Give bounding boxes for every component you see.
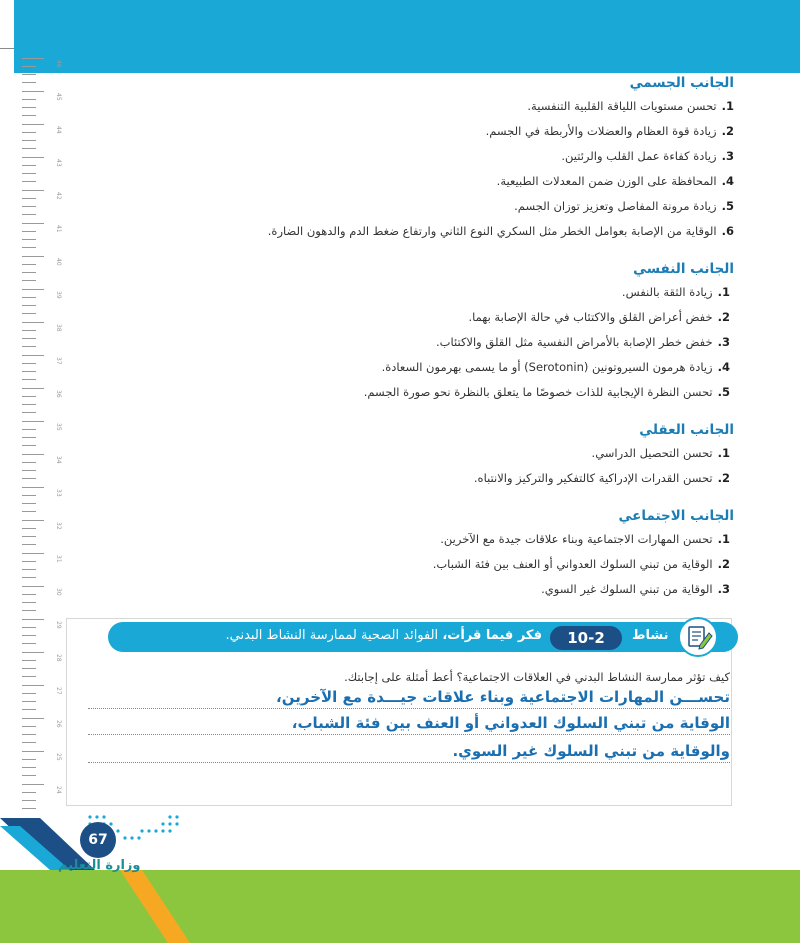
ruler-tick <box>22 619 44 620</box>
ruler-number: 40 <box>55 258 62 266</box>
main-content <box>74 72 734 616</box>
ruler-tick <box>22 181 36 182</box>
ruler-tick <box>22 66 36 67</box>
ruler-tick <box>22 709 36 710</box>
ruler-tick <box>22 751 44 752</box>
ruler-tick <box>22 693 36 694</box>
list-item: 2.خفض أعراض القلق والاكتئاب في حالة الإصابة بهما. <box>468 310 730 324</box>
ruler-tick <box>22 495 36 496</box>
ruler-tick <box>22 91 44 92</box>
ruler-tick <box>22 627 36 628</box>
ruler-tick <box>22 124 44 125</box>
ruler-tick <box>22 742 36 743</box>
ruler-tick <box>22 800 36 801</box>
section-mental <box>74 419 734 491</box>
ruler-tick <box>22 445 36 446</box>
ruler-tick <box>22 396 36 397</box>
ruler-tick <box>22 247 36 248</box>
ruler-tick <box>22 239 36 240</box>
list-item: 3.خفض خطر الإصابة بالأمراض النفسية مثل القلق والاكتئاب. <box>436 335 730 349</box>
ruler-tick <box>22 297 36 298</box>
ruler-tick <box>22 107 36 108</box>
ruler-number: 33 <box>55 489 62 497</box>
section-social <box>74 505 734 602</box>
crop-mark <box>0 48 14 49</box>
ruler-number: 38 <box>55 324 62 332</box>
answer-line-3: والوقاية من تبني السلوك غير السوي. <box>452 742 730 760</box>
ruler-tick <box>22 808 36 809</box>
ruler-tick <box>22 388 44 389</box>
ruler-tick <box>22 775 36 776</box>
ruler-tick <box>22 346 36 347</box>
ruler-tick <box>22 115 36 116</box>
ruler-tick <box>22 256 44 257</box>
section-title: الجانب الجسمي <box>629 75 734 91</box>
ruler-tick <box>22 594 36 595</box>
ruler-tick <box>22 165 36 166</box>
ruler-tick <box>22 718 44 719</box>
activity-question: كيف تؤثر ممارسة النشاط البدني في العلاقات الاجتماعية؟ أعط أمثلة على إجابتك. <box>344 670 730 684</box>
pencil-note-icon <box>678 617 718 657</box>
ruler-tick <box>22 363 36 364</box>
ruler-tick <box>22 190 44 191</box>
ruler-tick <box>22 421 44 422</box>
list-item: 2.زيادة قوة العظام والعضلات والأربطة في الجسم. <box>485 124 734 138</box>
list-item: 5.تحسن النظرة الإيجابية للذات خصوصًا ما يتعلق بالنظرة نحو صورة الجسم. <box>363 385 730 399</box>
ruler-tick <box>22 338 36 339</box>
activity-label: نشاط <box>632 628 669 643</box>
ruler-tick <box>22 313 36 314</box>
ruler-tick <box>22 536 36 537</box>
ruler-number: 31 <box>55 555 62 563</box>
ruler-tick <box>22 223 44 224</box>
ruler-tick <box>22 264 36 265</box>
ruler-number: 45 <box>55 93 62 101</box>
list-item: 1.تحسن المهارات الاجتماعية وبناء علاقات جيدة مع الآخرين. <box>440 532 730 546</box>
ruler-tick <box>22 553 44 554</box>
ruler-tick <box>22 487 44 488</box>
ruler-tick <box>22 289 44 290</box>
ruler-tick <box>22 643 36 644</box>
activity-number-badge: 10-2 <box>550 626 622 650</box>
section-physical <box>74 72 734 244</box>
ruler-tick <box>22 74 36 75</box>
answer-line-1: تحســـن المهارات الاجتماعية وبناء علاقات جيـــدة مع الآخرين، <box>276 688 730 706</box>
page-ruler <box>22 58 62 818</box>
ruler-number: 36 <box>55 390 62 398</box>
ruler-tick <box>22 478 36 479</box>
ruler-tick <box>22 520 44 521</box>
ruler-tick <box>22 454 44 455</box>
section-psych <box>74 258 734 405</box>
ruler-number: 37 <box>55 357 62 365</box>
list-item: 3.الوقاية من تبني السلوك غير السوي. <box>541 582 730 596</box>
ruler-tick <box>22 355 44 356</box>
answer-rule <box>88 762 730 763</box>
ruler-tick <box>22 586 44 587</box>
ruler-tick <box>22 429 36 430</box>
ruler-tick <box>22 330 36 331</box>
ruler-tick <box>22 577 36 578</box>
ruler-tick <box>22 280 36 281</box>
list-item: 1.تحسن التحصيل الدراسي. <box>591 446 730 460</box>
ruler-tick <box>22 272 36 273</box>
ruler-tick <box>22 685 44 686</box>
ruler-tick <box>22 148 36 149</box>
ruler-number: 44 <box>55 126 62 134</box>
ruler-tick <box>22 676 36 677</box>
ruler-tick <box>22 305 36 306</box>
ruler-tick <box>22 157 44 158</box>
ruler-tick <box>22 610 36 611</box>
list-item: 5.زيادة مرونة المفاصل وتعزيز توزان الجسم. <box>514 199 734 213</box>
ruler-tick <box>22 792 36 793</box>
ruler-tick <box>22 173 36 174</box>
answer-rule <box>88 734 730 735</box>
ruler-number: 24 <box>55 786 62 794</box>
ruler-tick <box>22 759 36 760</box>
ruler-tick <box>22 544 36 545</box>
page-number: 67 <box>80 822 116 858</box>
ruler-number: 29 <box>55 621 62 629</box>
ruler-tick <box>22 371 36 372</box>
ruler-tick <box>22 511 36 512</box>
ruler-number: 42 <box>55 192 62 200</box>
ruler-tick <box>22 503 36 504</box>
ruler-tick <box>22 470 36 471</box>
ruler-number: 39 <box>55 291 62 299</box>
ruler-tick <box>22 767 36 768</box>
ruler-number: 30 <box>55 588 62 596</box>
list-item: 6.الوقاية من الإصابة بعوامل الخطر مثل السكري النوع الثاني وارتفاع ضغط الدم والدهون الضارة. <box>267 224 734 238</box>
ruler-tick <box>22 561 36 562</box>
ruler-tick <box>22 569 36 570</box>
ruler-number: 41 <box>55 225 62 233</box>
ruler-tick <box>22 437 36 438</box>
list-item: 1.تحسن مستويات اللياقة القلبية التنفسية. <box>527 99 734 113</box>
list-item: 4.المحافظة على الوزن ضمن المعدلات الطبيعية. <box>496 174 734 188</box>
ruler-number: 43 <box>55 159 62 167</box>
ruler-tick <box>22 668 36 669</box>
ruler-tick <box>22 701 36 702</box>
ruler-number: 34 <box>55 456 62 464</box>
list-item: 2.تحسن القدرات الإدراكية كالتفكير والتركيز والانتباه. <box>473 471 730 485</box>
answer-rule <box>88 708 730 709</box>
answer-line-2: الوقاية من تبني السلوك العدواني أو العنف بين فئة الشباب، <box>291 714 730 732</box>
ruler-tick <box>22 58 44 59</box>
ruler-number: 26 <box>55 720 62 728</box>
list-item: 1.زيادة الثقة بالنفس. <box>621 285 730 299</box>
header-band <box>14 0 800 73</box>
ruler-tick <box>22 379 36 380</box>
ruler-tick <box>22 132 36 133</box>
ruler-tick <box>22 140 36 141</box>
ruler-number: 46 <box>55 60 62 68</box>
ruler-number: 25 <box>55 753 62 761</box>
ruler-number: 32 <box>55 522 62 530</box>
ruler-tick <box>22 652 44 653</box>
ruler-tick <box>22 231 36 232</box>
list-item: 2.الوقاية من تبني السلوك العدواني أو العنف بين فئة الشباب. <box>432 557 730 571</box>
ruler-tick <box>22 322 44 323</box>
ruler-tick <box>22 734 36 735</box>
ruler-tick <box>22 99 36 100</box>
section-title: الجانب العقلي <box>639 422 734 438</box>
ruler-number: 35 <box>55 423 62 431</box>
ruler-tick <box>22 462 36 463</box>
activity-title: فكر فيما قرأت، الفوائد الصحية لممارسة النشاط البدني. <box>225 628 542 643</box>
ruler-number: 27 <box>55 687 62 695</box>
ruler-tick <box>22 528 36 529</box>
ruler-tick <box>22 602 36 603</box>
ruler-tick <box>22 214 36 215</box>
ruler-tick <box>22 404 36 405</box>
ruler-tick <box>22 82 36 83</box>
list-item: 4.زيادة هرمون السيروتونين (Serotonin) أو ما يسمى بهرمون السعادة. <box>381 360 730 374</box>
section-title: الجانب الاجتماعي <box>618 508 734 524</box>
ruler-tick <box>22 660 36 661</box>
ruler-tick <box>22 412 36 413</box>
ruler-tick <box>22 635 36 636</box>
ruler-tick <box>22 206 36 207</box>
list-item: 3.زيادة كفاءة عمل القلب والرئتين. <box>561 149 734 163</box>
ruler-tick <box>22 198 36 199</box>
ruler-tick <box>22 784 44 785</box>
ruler-tick <box>22 726 36 727</box>
section-title: الجانب النفسي <box>633 261 734 277</box>
ministry-logo-text: وزارة التعليم <box>58 858 141 873</box>
ruler-number: 28 <box>55 654 62 662</box>
